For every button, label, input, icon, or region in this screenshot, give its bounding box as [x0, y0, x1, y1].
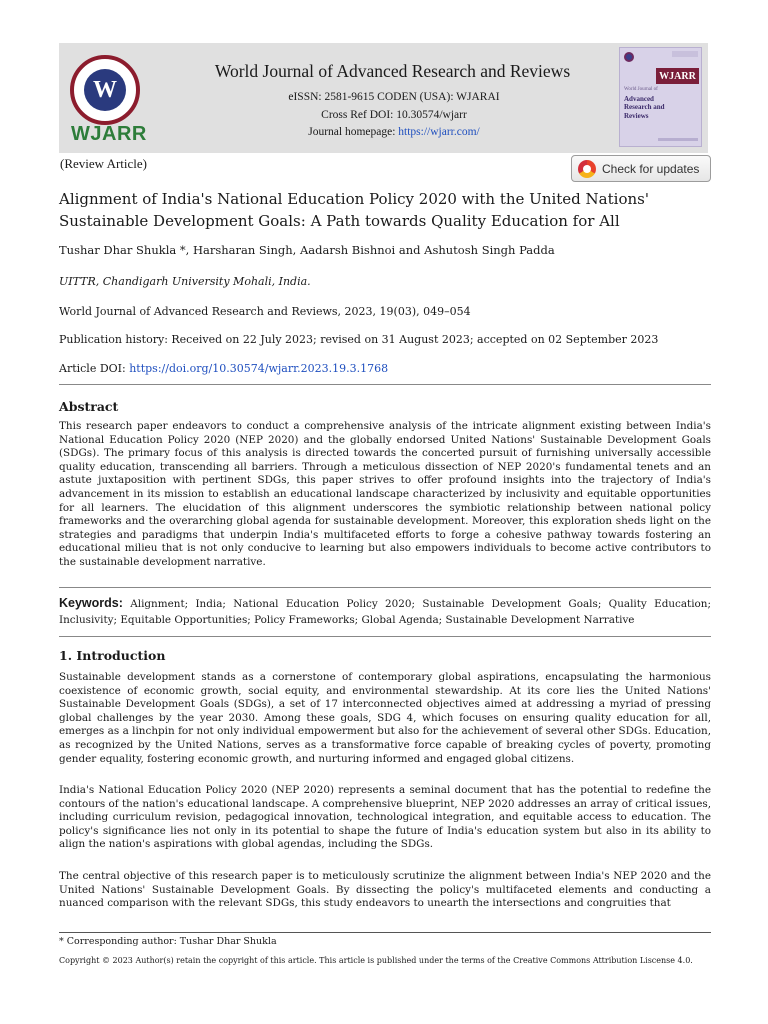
- homepage-line: [259, 124, 529, 142]
- cover-title: [624, 86, 700, 120]
- introduction-paragraph: India's National Education Policy 2020 (NEP 2020) represents a seminal document that has the potential to redefine the contours of the nation's educational landscape. A comprehensive blueprint, NEP 2020 addresses an array of critical issues, including curriculum revision, pedagogical innovation, technological integration, and equitable access to education. The policy's significance lies not only in its potential to shape the future of India's education system but also in its ability to align the nation's aspirations with global agendas, including the SDGs.: [59, 784, 711, 851]
- journal-title: World Journal of Advanced Research and Reviews: [214, 61, 571, 81]
- doi-label: Article DOI:: [59, 362, 130, 375]
- divider: [59, 384, 711, 385]
- check-updates-icon: [578, 160, 596, 178]
- article-title: Alignment of India's National Education Policy 2020 with the United Nations' Sustainable Development Goals: A Path towards Quality Education for All: [59, 190, 649, 230]
- publication-history: Publication history: Received on 22 July 2023; revised on 31 August 2023; accepted on 02 September 2023: [59, 333, 659, 346]
- cover-title-line: Research and: [624, 103, 665, 111]
- abstract-heading: Abstract: [59, 399, 119, 414]
- citation: World Journal of Advanced Research and Reviews, 2023, 19(03), 049–054: [59, 305, 471, 318]
- cover-badge: WJARR: [656, 68, 699, 84]
- homepage-label: Journal homepage:: [308, 126, 399, 138]
- cover-logo-icon: [624, 52, 634, 62]
- introduction-paragraph: Sustainable development stands as a cornerstone of contemporary global aspirations, encapsulating the harmonious coexistence of economic growth, social equity, and environmental stewardship. At its core lies the United Nations' Sustainable Development Goals (SDGs), a set of 17 interconnected objectives aimed at addressing a myriad of pressing global challenges by the year 2030. Among these goals, SDG 4, which focuses on ensuring quality education for all, emerges as a linchpin for not only individual empowerment but also for the achievement of several other SDGs. Education, as recognized by the United Nations, serves as a transformative force capable of breaking cycles of poverty, promoting gender equality, fostering economic growth, and nurturing informed and engaged global citizens.: [59, 671, 711, 765]
- logo-letter: W: [84, 69, 126, 111]
- footnote-divider: [59, 932, 711, 933]
- introduction-heading: 1. Introduction: [59, 648, 166, 663]
- journal-meta: [259, 89, 529, 142]
- check-for-updates-button[interactable]: [571, 155, 711, 182]
- check-updates-label: Check for updates: [602, 161, 700, 176]
- abstract-text: This research paper endeavors to conduct a comprehensive analysis of the intricate alignment existing between India's National Education Policy 2020 (NEP 2020) and the globally endorsed United Nations' Sustainable Development Goals (SDGs). The primary focus of this analysis is directed towards the concerted pursuit of furnishing universally accessible quality education, transcending all barriers. Through a meticulous dissection of NEP 2020's fundamental tenets and an astute juxtaposition with pertinent SDGs, this paper strives to offer profound insights into the trajectory of India's advancement in its mission to establish an educational landscape characterized by inclusivity and equitable opportunities for all learners. The elucidation of this alignment underscores the symbiotic relationship between national policy frameworks and the overarching global agenda for sustainable development. Moreover, this exploration sheds light on the strategies and paradigms that underpin India's multifaceted efforts to forge a cohesive pathway towards fostering an educational milieu that is not only conducive to learning but also empowers individuals to become active contributors to the sustainable development narrative.: [59, 420, 711, 568]
- logo-text: WJARR: [71, 123, 147, 145]
- journal-cover-thumbnail: [619, 47, 702, 147]
- corresponding-author-footnote: * Corresponding author: Tushar Dhar Shukla: [59, 936, 277, 947]
- affiliation: UITTR, Chandigarh University Mohali, India.: [59, 275, 311, 288]
- keywords-text: Alignment; India; National Education Policy 2020; Sustainable Development Goals; Quality Education; Inclusivity; Equitable Opportunities; Policy Frameworks; Global Agenda; Sustainable Development Narrative: [59, 598, 711, 626]
- homepage-link[interactable]: https://wjarr.com/: [398, 126, 480, 138]
- article-type: (Review Article): [60, 156, 147, 171]
- issn-line: eISSN: 2581-9615 CODEN (USA): WJARAI: [288, 91, 500, 103]
- cover-title-line: Reviews: [624, 111, 649, 120]
- journal-header: [59, 43, 708, 153]
- authors: Tushar Dhar Shukla *, Harsharan Singh, Aadarsh Bishnoi and Ashutosh Singh Padda: [59, 243, 555, 257]
- divider: [59, 587, 711, 588]
- cover-title-top: World Journal of: [624, 87, 658, 92]
- keywords-label: Keywords:: [59, 596, 123, 610]
- copyright-notice: Copyright © 2023 Author(s) retain the copyright of this article. This article is published under the terms of the Creative Commons Attribution Liscense 4.0.: [59, 956, 693, 965]
- cover-title-line: Advanced: [624, 94, 654, 103]
- article-doi: [59, 362, 388, 375]
- keywords: [59, 595, 711, 628]
- crossref-line: Cross Ref DOI: 10.30574/wjarr: [321, 108, 467, 121]
- divider: [59, 636, 711, 637]
- doi-link[interactable]: https://doi.org/10.30574/wjarr.2023.19.3.1768: [129, 362, 389, 375]
- introduction-paragraph: The central objective of this research paper is to meticulously scrutinize the alignment between India's NEP 2020 and the United Nations' Sustainable Development Goals. By dissecting the policy's multifaceted elements and conducting a nuanced comparison with the relevant SDGs, this study endeavors to unearth the intersections and congruities that: [59, 870, 711, 910]
